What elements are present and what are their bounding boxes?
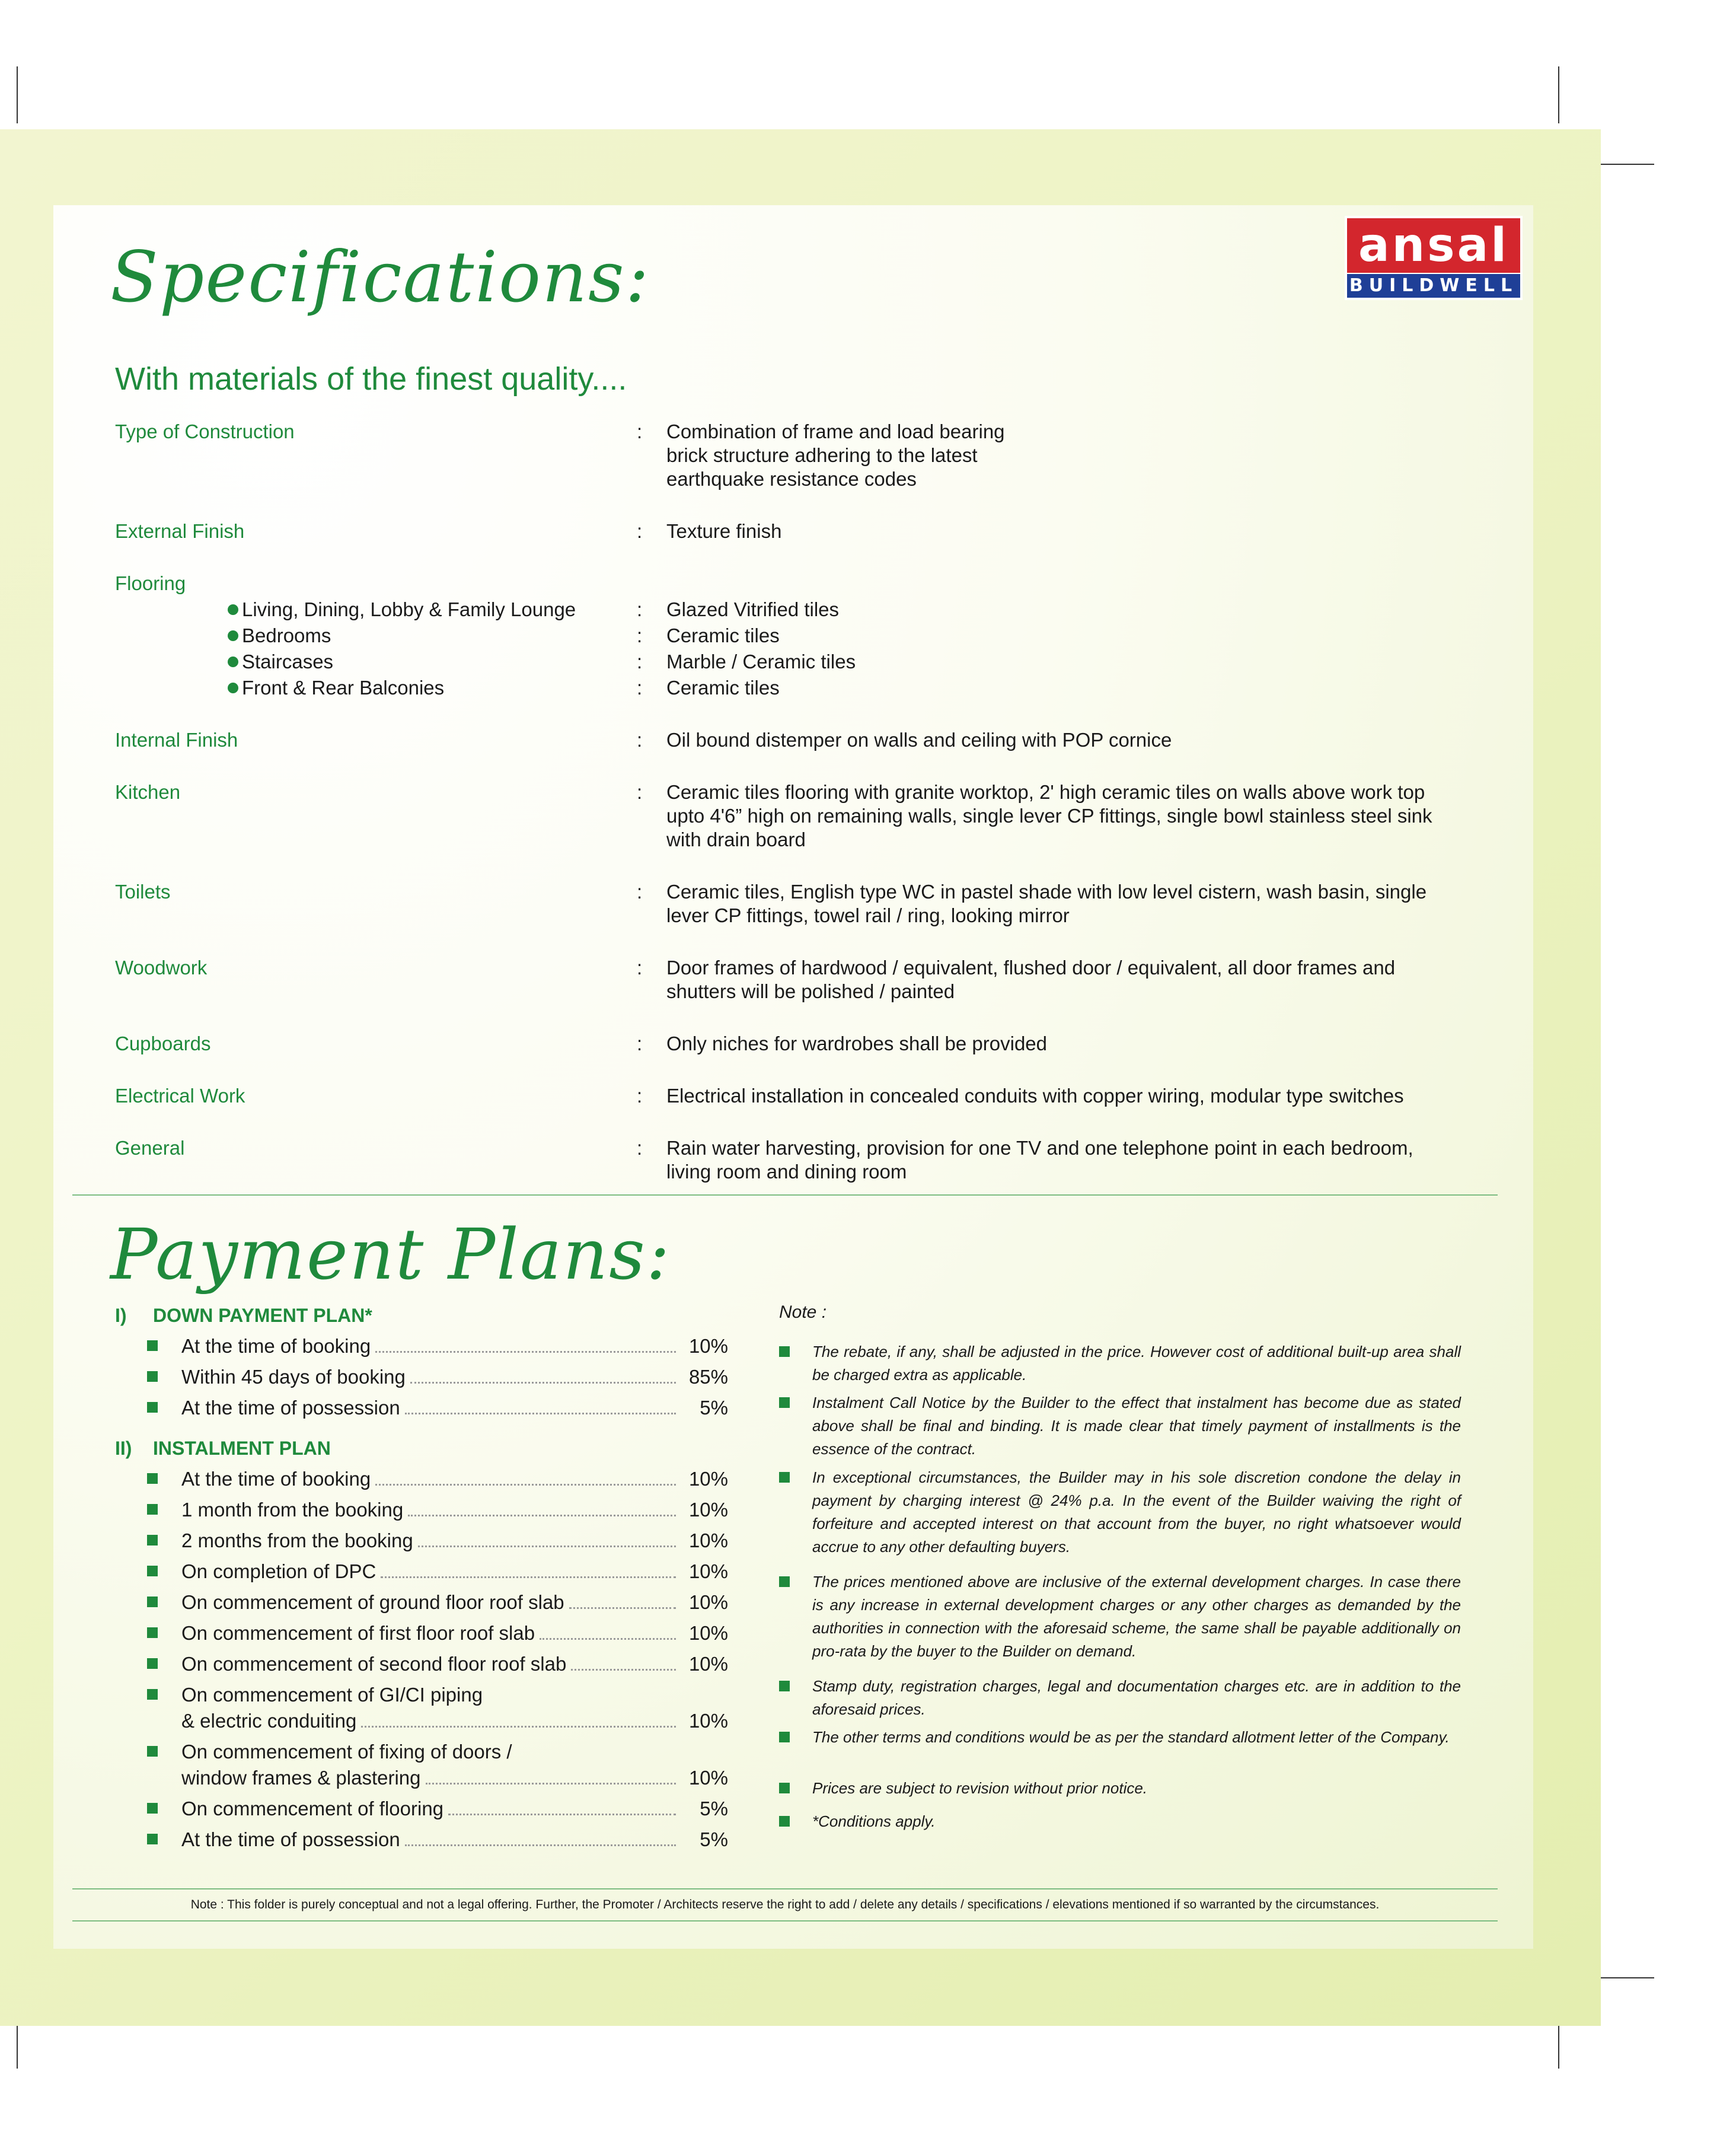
- spec-colon: :: [637, 881, 643, 903]
- payment-stage: Within 45 days of booking: [181, 1366, 406, 1388]
- dotted-leader: [375, 1484, 676, 1486]
- spec-colon: :: [637, 1085, 643, 1107]
- dotted-leader: [405, 1413, 676, 1414]
- spec-colon: :: [637, 957, 643, 979]
- square-bullet-icon: [147, 1658, 158, 1669]
- payment-line: [181, 1765, 728, 1791]
- spec-colon: :: [637, 1137, 643, 1159]
- dotted-leader: [410, 1382, 676, 1384]
- crop-mark: [1595, 164, 1654, 165]
- square-bullet-icon: [147, 1473, 158, 1484]
- note-text: The rebate, if any, shall be adjusted in the price. However cost of additional built-up area shall be charged extra as applicable.: [812, 1343, 1461, 1384]
- payment-stage: On completion of DPC: [181, 1560, 376, 1582]
- payment-line: [181, 1364, 728, 1390]
- crop-mark: [1595, 1977, 1654, 1978]
- payment-item: [147, 1739, 728, 1791]
- payment-percentage: 10%: [688, 1653, 728, 1675]
- dotted-leader: [426, 1783, 676, 1785]
- flooring-area: Bedrooms: [228, 624, 331, 648]
- dotted-leader: [418, 1546, 676, 1547]
- square-bullet-icon: [147, 1504, 158, 1515]
- payment-line: [181, 1466, 728, 1492]
- spec-colon: :: [637, 624, 643, 646]
- spec-label: Cupboards: [115, 1033, 211, 1054]
- payment-line: [181, 1620, 728, 1646]
- spec-colon: :: [637, 729, 643, 751]
- dotted-leader: [375, 1351, 676, 1353]
- square-bullet-icon: [147, 1627, 158, 1638]
- payment-stage: At the time of possession: [181, 1397, 400, 1419]
- payment-stage: On commencement of flooring: [181, 1798, 444, 1819]
- spec-value: Ceramic tiles flooring with granite worktop, 2' high ceramic tiles on walls above work top upto 4'6” high on remaining walls, single lever CP fittings, single bowl stainless steel sink with drain board: [666, 781, 1432, 850]
- payment-percentage: 5%: [700, 1798, 728, 1819]
- payment-item: [147, 1528, 728, 1554]
- payment-item: [147, 1364, 728, 1390]
- down-payment-number: I): [115, 1305, 127, 1326]
- payment-item: [147, 1497, 728, 1523]
- payment-percentage: 5%: [700, 1397, 728, 1419]
- dotted-leader: [405, 1844, 676, 1846]
- flooring-value: Ceramic tiles: [666, 677, 780, 699]
- content-panel: [53, 205, 1533, 1949]
- payment-stage: 2 months from the booking: [181, 1529, 413, 1551]
- spec-label: Type of Construction: [115, 420, 295, 442]
- spec-label: External Finish: [115, 520, 245, 542]
- spec-label: Internal Finish: [115, 729, 238, 751]
- square-bullet-icon: [779, 1472, 790, 1483]
- square-bullet-icon: [779, 1681, 790, 1691]
- payment-percentage: 85%: [688, 1366, 728, 1388]
- square-bullet-icon: [147, 1402, 158, 1413]
- payment-stage: On commencement of ground floor roof slab: [181, 1591, 564, 1613]
- payment-line: [181, 1497, 728, 1523]
- instalment-heading: [115, 1438, 331, 1460]
- spec-colon: :: [637, 677, 643, 699]
- payment-item: [147, 1827, 728, 1853]
- bullet-icon: [228, 683, 238, 693]
- instalment-number: II): [115, 1438, 132, 1459]
- square-bullet-icon: [779, 1346, 790, 1357]
- spec-colon: :: [637, 420, 643, 442]
- payment-stage: At the time of booking: [181, 1335, 371, 1357]
- spec-label: General: [115, 1137, 185, 1159]
- flooring-value: Marble / Ceramic tiles: [666, 651, 856, 673]
- payment-percentage: 10%: [688, 1591, 728, 1613]
- dotted-leader: [448, 1814, 676, 1815]
- payment-stage: window frames & plastering: [181, 1767, 421, 1789]
- payment-stage: On commencement of fixing of doors /: [181, 1741, 512, 1763]
- bullet-icon: [228, 604, 238, 615]
- square-bullet-icon: [779, 1576, 790, 1587]
- square-bullet-icon: [147, 1746, 158, 1757]
- payment-stage: At the time of booking: [181, 1468, 371, 1490]
- square-bullet-icon: [147, 1340, 158, 1351]
- instalment-label: INSTALMENT PLAN: [153, 1438, 331, 1459]
- payment-line: [181, 1827, 728, 1853]
- dotted-leader: [571, 1669, 676, 1671]
- payment-stage: 1 month from the booking: [181, 1499, 404, 1521]
- specifications-title: Specifications:: [110, 236, 650, 318]
- spec-colon: :: [637, 598, 643, 620]
- square-bullet-icon: [147, 1535, 158, 1546]
- note-text: Stamp duty, registration charges, legal and documentation charges etc. are in addition to the aforesaid prices.: [812, 1677, 1461, 1718]
- note-text: *Conditions apply.: [812, 1812, 936, 1830]
- spec-colon: :: [637, 1033, 643, 1054]
- payment-item: [147, 1559, 728, 1585]
- square-bullet-icon: [147, 1803, 158, 1814]
- payment-line: [181, 1559, 728, 1585]
- crop-mark: [17, 66, 18, 123]
- payment-stage: On commencement of first floor roof slab: [181, 1622, 535, 1644]
- payment-item: [147, 1395, 728, 1421]
- payment-percentage: 5%: [700, 1828, 728, 1850]
- square-bullet-icon: [147, 1689, 158, 1700]
- spec-value: Ceramic tiles, English type WC in pastel shade with low level cistern, wash basin, single lever CP fittings, towel rail / ring, looking mirror: [666, 881, 1427, 926]
- specifications-tagline: With materials of the finest quality....: [115, 361, 627, 397]
- dotted-leader: [381, 1576, 676, 1578]
- payment-plans-title: Payment Plans:: [110, 1213, 671, 1295]
- square-bullet-icon: [147, 1371, 158, 1382]
- payment-percentage: 10%: [688, 1529, 728, 1551]
- payment-percentage: 10%: [688, 1767, 728, 1789]
- flooring-area: Staircases: [228, 650, 333, 674]
- footer-disclaimer: Note : This folder is purely conceptual and not a legal offering. Further, the Promoter / Architects reserve the right to add / delete any details / specifications / elevations mentioned if so warranted by the circumstances.: [72, 1888, 1498, 1922]
- square-bullet-icon: [779, 1783, 790, 1793]
- bullet-icon: [228, 630, 238, 641]
- square-bullet-icon: [147, 1834, 158, 1844]
- payment-item: [147, 1796, 728, 1822]
- spec-value: Texture finish: [666, 520, 782, 542]
- down-payment-label: DOWN PAYMENT PLAN*: [153, 1305, 372, 1326]
- notes-title: Note :: [779, 1302, 827, 1322]
- note-text: In exceptional circumstances, the Builder may in his sole discretion condone the delay in payment by charging interest @ 24% p.a. In the event of the Builder waiving the right of forfeiture and accepted interest on that account from the buyer, no right whatsoever would accrue to any other defaulting buyers.: [812, 1468, 1461, 1556]
- crop-mark: [1558, 66, 1559, 123]
- logo-subtitle: BUILDWELL: [1345, 273, 1523, 300]
- payment-item: [147, 1466, 728, 1492]
- brochure-page: [0, 129, 1601, 2026]
- payment-item: [147, 1620, 728, 1646]
- payment-item: [147, 1333, 728, 1359]
- spec-colon: :: [637, 781, 643, 803]
- payment-stage: & electric conduiting: [181, 1710, 357, 1732]
- spec-label: Woodwork: [115, 957, 208, 979]
- note-text: The prices mentioned above are inclusive of the external development charges. In case there is any increase in external development charges or any other charges as demanded by the authorities in connection with the aforesaid scheme, the same shall be payable additionally on pro-rata by the buyer to the Builder on demand.: [812, 1573, 1461, 1660]
- payment-item: [147, 1682, 728, 1734]
- spec-value: Oil bound distemper on walls and ceiling with POP cornice: [666, 729, 1172, 751]
- ansal-buildwell-logo: [1345, 216, 1523, 300]
- spec-label: Electrical Work: [115, 1085, 245, 1107]
- flooring-area: Living, Dining, Lobby & Family Lounge: [228, 598, 576, 622]
- payment-line: [181, 1528, 728, 1554]
- payment-line: [181, 1395, 728, 1421]
- payment-line: [181, 1708, 728, 1734]
- down-payment-heading: [115, 1305, 372, 1327]
- flooring-area: Front & Rear Balconies: [228, 676, 444, 700]
- square-bullet-icon: [147, 1566, 158, 1576]
- payment-item: [147, 1589, 728, 1615]
- flooring-value: Ceramic tiles: [666, 624, 780, 646]
- payment-line: [181, 1333, 728, 1359]
- note-text: Prices are subject to revision without prior notice.: [812, 1779, 1148, 1797]
- dotted-leader: [361, 1726, 676, 1728]
- note-text: Instalment Call Notice by the Builder to the effect that instalment has become due as stated above shall be final and binding. It is made clear that timely payment of installments is the essence of the contract.: [812, 1394, 1461, 1458]
- payment-line: [181, 1651, 728, 1677]
- flooring-value: Glazed Vitrified tiles: [666, 598, 840, 620]
- spec-value: Only niches for wardrobes shall be provided: [666, 1033, 1048, 1054]
- payment-percentage: 10%: [688, 1335, 728, 1357]
- payment-line: [181, 1682, 728, 1708]
- payment-stage: At the time of possession: [181, 1828, 400, 1850]
- note-text: The other terms and conditions would be as per the standard allotment letter of the Company.: [812, 1728, 1450, 1746]
- payment-percentage: 10%: [688, 1499, 728, 1521]
- spec-label: Flooring: [115, 572, 186, 594]
- dotted-leader: [408, 1515, 676, 1516]
- payment-percentage: 10%: [688, 1560, 728, 1582]
- square-bullet-icon: [779, 1397, 790, 1408]
- spec-value: Rain water harvesting, provision for one TV and one telephone point in each bedroom, living room and dining room: [666, 1137, 1413, 1183]
- spec-label: Kitchen: [115, 781, 181, 803]
- spec-value: Combination of frame and load bearing brick structure adhering to the latest earthquake resistance codes: [666, 420, 1005, 490]
- payment-stage: On commencement of second floor roof slab: [181, 1653, 567, 1675]
- spec-value: Door frames of hardwood / equivalent, flushed door / equivalent, all door frames and shutters will be polished / painted: [666, 957, 1396, 1002]
- section-divider: [72, 1194, 1498, 1196]
- bullet-icon: [228, 657, 238, 667]
- square-bullet-icon: [779, 1816, 790, 1827]
- square-bullet-icon: [779, 1732, 790, 1742]
- spec-colon: :: [637, 651, 643, 673]
- square-bullet-icon: [147, 1597, 158, 1607]
- payment-stage: On commencement of GI/CI piping: [181, 1684, 483, 1706]
- payment-percentage: 10%: [688, 1468, 728, 1490]
- payment-line: [181, 1589, 728, 1615]
- logo-wordmark: ansal: [1345, 216, 1523, 273]
- payment-line: [181, 1739, 728, 1765]
- spec-colon: :: [637, 520, 643, 542]
- spec-label: Toilets: [115, 881, 171, 903]
- payment-item: [147, 1651, 728, 1677]
- dotted-leader: [540, 1638, 676, 1640]
- payment-percentage: 10%: [688, 1710, 728, 1732]
- spec-value: Electrical installation in concealed conduits with copper wiring, modular type switches: [666, 1085, 1404, 1107]
- dotted-leader: [569, 1607, 676, 1609]
- payment-percentage: 10%: [688, 1622, 728, 1644]
- payment-line: [181, 1796, 728, 1822]
